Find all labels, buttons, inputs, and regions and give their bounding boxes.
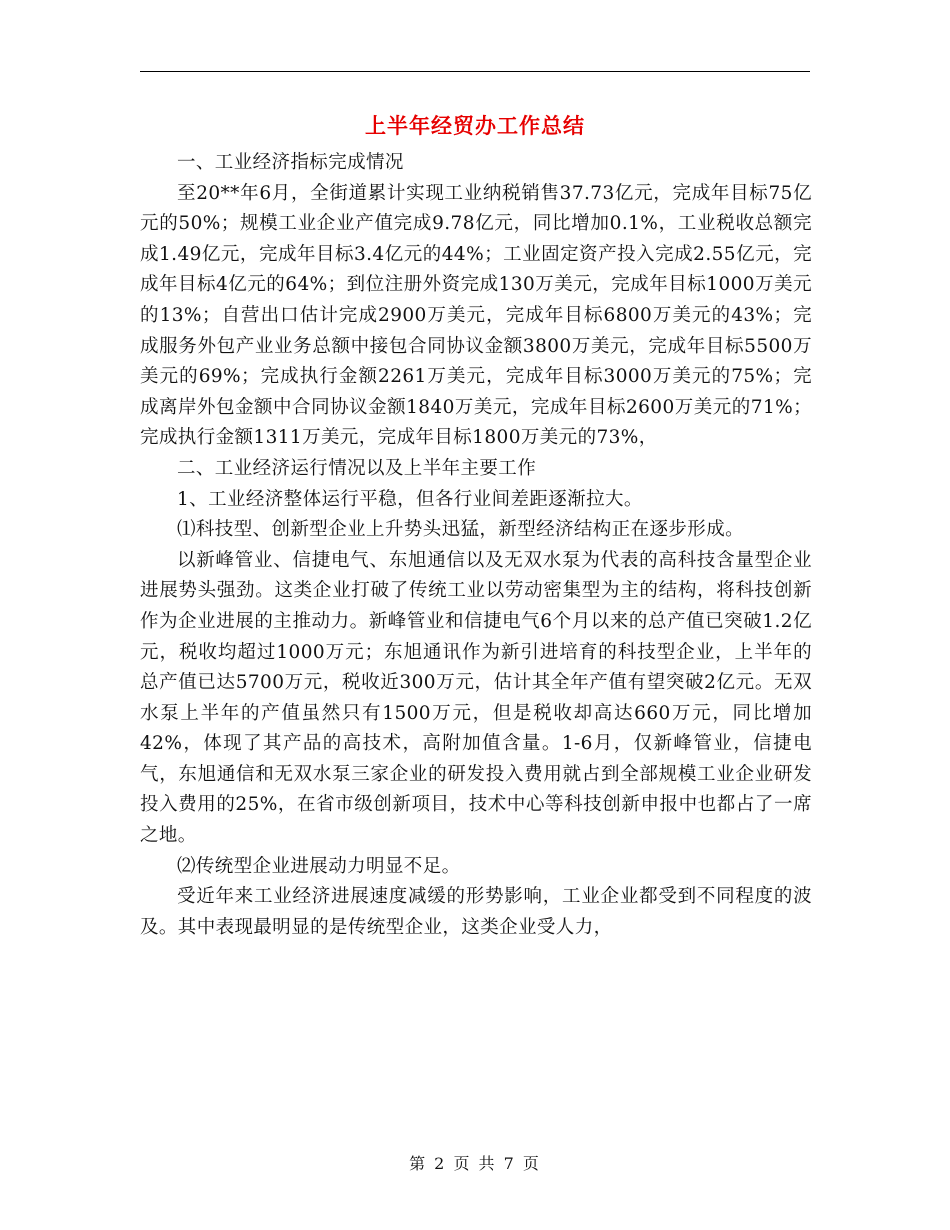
section-heading-2: 二、工业经济运行情况以及上半年主要工作 [177,457,537,479]
subheading-1: 1、工业经济整体运行平稳，但各行业间差距逐渐拉大。 [177,488,643,510]
paragraph-indicators: 至20**年6月，全街道累计实现工业纳税销售37.73亿元，完成年目标75亿元的50%；规模工业企业产值完成9.78亿元，同比增加0.1%，工业税收总额完成1.49亿元，完成年目标3.4亿元的44%；工业固定资产投入完成2.55亿元，完成年目标4亿元的64%；到位注册外资完成130万美元，完成年目标1000万美元的13%；自营出口估计完成2900万美元，完成年目标6800万美元的43%；完成服务外包产业业务总额中接包合同协议金额3800万美元，完成年目标5500万美元的69%；完成执行金额2261万美元，完成年目标3000万美元的75%；完成离岸外包金额中合同协议金额1840万美元，完成年目标2600万美元的71%；完成执行金额1311万美元，完成年目标1800万美元的73%， [140,182,812,449]
section-heading-1: 一、工业经济指标完成情况 [177,152,404,173]
subheading-1-1: ⑴科技型、创新型企业上升势头迅猛，新型经济结构正在逐步形成。 [177,519,745,541]
paragraph-tech-enterprises: 以新峰管业、信捷电气、东旭通信以及无双水泵为代表的高科技含量型企业进展势头强劲。这类企业打破了传统工业以劳动密集型为主的结构，将科技创新作为企业进展的主推动力。新峰管业和信捷电气6个月以来的总产值已突破1.2亿元，税收均超过1000万元；东旭通讯作为新引进培育的科技型企业，上半年的总产值已达5700万元，税收近300万元，估计其全年产值有望突破2亿元。无双水泵上半年的产值虽然只有1500万元，但是税收却高达660万元，同比增加42%，体现了其产品的高技术，高附加值含量。1-6月，仅新峰管业，信捷电气，东旭通信和无双水泵三家企业的研发投入费用就占到全部规模工业企业研发投入费用的25%，在省市级创新项目，技术中心等科技创新申报中也都占了一席之地。 [140,549,812,847]
document-title: 上半年经贸办工作总结 [365,113,585,138]
document-body [140,148,812,943]
subheading-1-2: ⑵传统型企业进展动力明显不足。 [177,855,461,877]
header-rule [140,71,810,72]
page-number: 第 2 页 共 7 页 [409,1154,541,1173]
paragraph-traditional-enterprises: 受近年来工业经济进展速度减缓的形势影响，工业企业都受到不同程度的波及。其中表现最明显的是传统型企业，这类企业受人力， [140,886,812,938]
